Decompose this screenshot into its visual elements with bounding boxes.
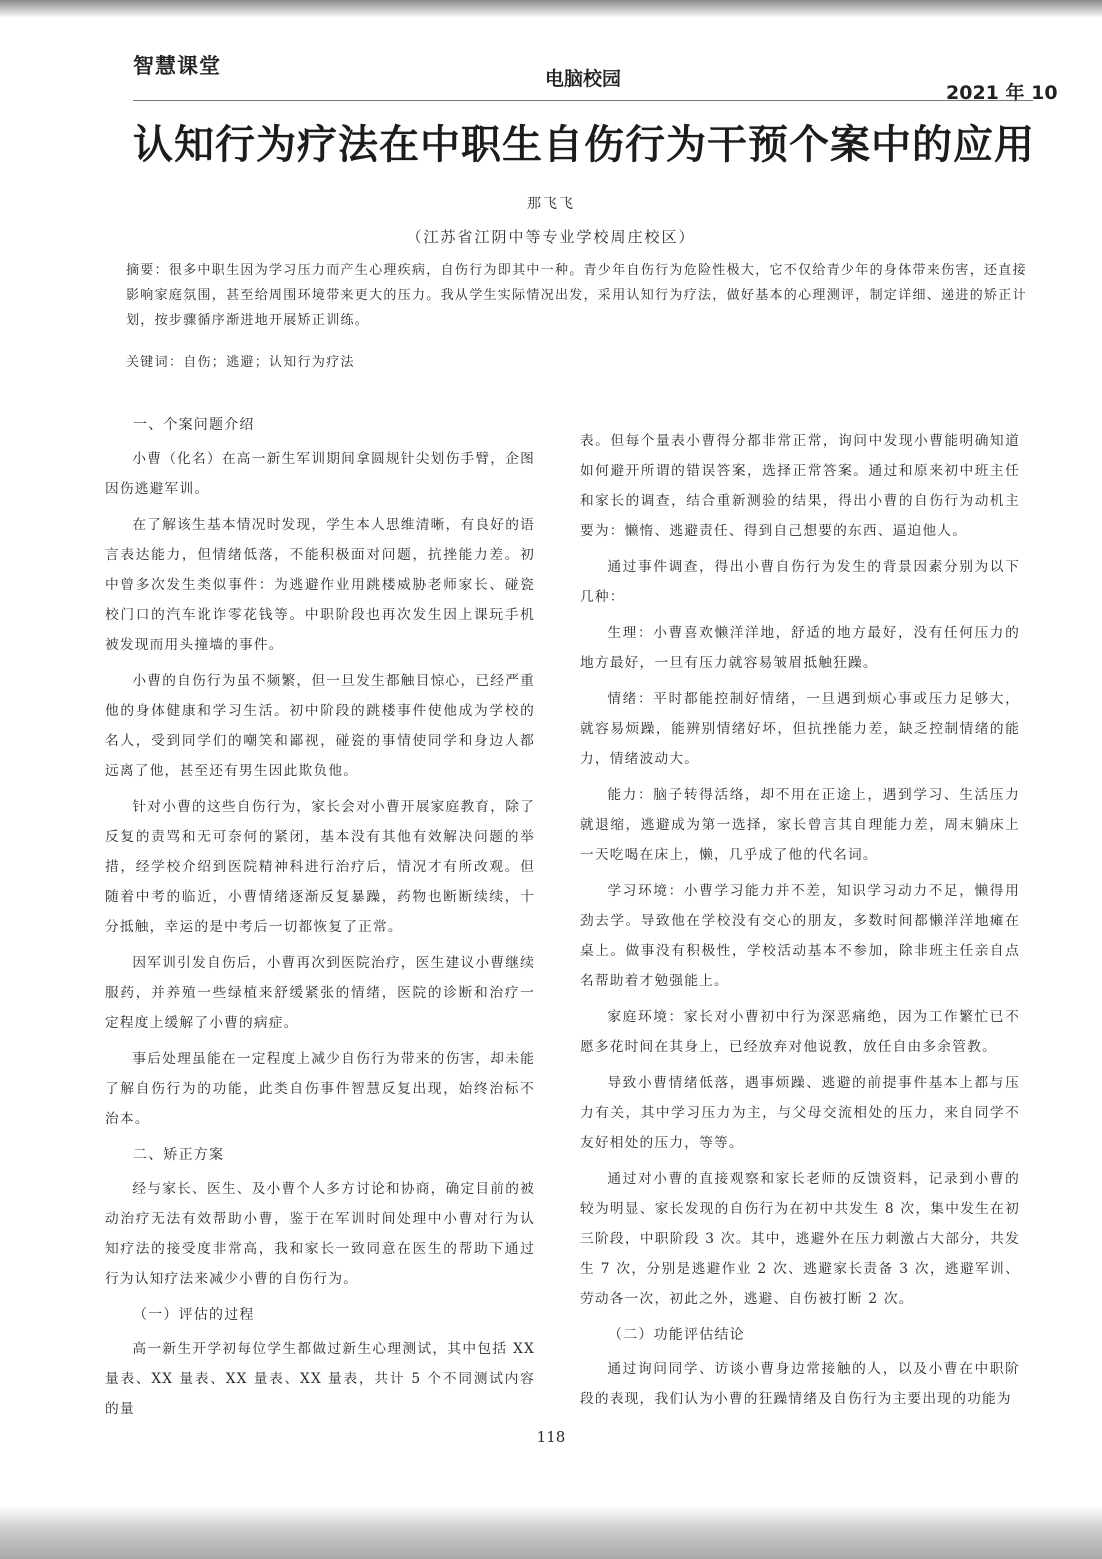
paragraph: 表。但每个量表小曹得分都非常正常，询问中发现小曹能明确知道如何避开所谓的错误答案，选择正常答案。通过和原来初中班主任和家长的调查，结合重新测验的结果，得出小曹的自伤行为动机主要为：懒惰、逃避责任、得到自己想要的东西、逼迫他人。	[580, 433, 1020, 539]
article-author: 那飞飞	[527, 196, 575, 212]
paragraph: 能力：脑子转得活络，却不用在正途上，遇到学习、生活压力就退缩，逃避成为第一选择，家长曾言其自理能力差，周末躺床上一天吃喝在床上，懒，几乎成了他的代名词。	[580, 787, 1020, 863]
paragraph: 小曹（化名）在高一新生军训期间拿圆规针尖划伤手臂，企图因伤逃避军训。	[105, 451, 535, 497]
scan-bottom-shadow	[0, 1505, 1102, 1559]
article-abstract: 摘要：很多中职生因为学习压力而产生心理疾病，自伤行为即其中一种。青少年自伤行为危险性极大，它不仅给青少年的身体带来伤害，还直接影响家庭氛围，甚至给周围环境带来更大的压力。我从学生实际情况出发，采用认知行为疗法，做好基本的心理测评，制定详细、递进的矫正计划，按步骤循序渐进地开展矫正训练。	[126, 263, 1027, 328]
paragraph: 通过事件调查，得出小曹自伤行为发生的背景因素分别为以下几种：	[580, 559, 1020, 605]
paragraph: 通过对小曹的直接观察和家长老师的反馈资料，记录到小曹的较为明显、家长发现的自伤行为在初中共发生 8 次，集中发生在初三阶段，中职阶段 3 次。其中，逃避外在压力刺激占大部分，共发生 7 次，分别是逃避作业 2 次、逃避家长责备 3 次，逃避军训、劳动各一次，初此之外，逃避、自伤被打断 2 次。	[580, 1171, 1020, 1307]
paragraph: 导致小曹情绪低落，遇事烦躁、逃避的前提事件基本上都与压力有关，其中学习压力为主，与父母交流相处的压力，来自同学不友好相处的压力，等等。	[580, 1075, 1020, 1151]
scan-top-shadow	[0, 0, 1102, 18]
section-heading: 二、矫正方案	[133, 1147, 225, 1163]
paragraph: 因军训引发自伤后，小曹再次到医院治疗，医生建议小曹继续服药，并养殖一些绿植来舒缓紧张的情绪，医院的诊断和治疗一定程度上缓解了小曹的病症。	[105, 955, 535, 1031]
paragraph: 学习环境：小曹学习能力并不差，知识学习动力不足，懒得用劲去学。导致他在学校没有交心的朋友，多数时间都懒洋洋地瘫在桌上。做事没有积极性，学校活动基本不参加，除非班主任亲自点名帮助着才勉强能上。	[580, 883, 1020, 989]
section-heading: 一、个案问题介绍	[133, 417, 255, 433]
paragraph: 事后处理虽能在一定程度上减少自伤行为带来的伤害，却未能了解自伤行为的功能，此类自伤事件智慧反复出现，始终治标不治本。	[105, 1051, 535, 1127]
subsection-heading: （二）功能评估结论	[608, 1327, 745, 1343]
article-title: 认知行为疗法在中职生自伤行为干预个案中的应用	[133, 121, 1035, 168]
page-number: 118	[536, 1428, 566, 1446]
article-keywords: 关键词：自伤；逃避；认知行为疗法	[126, 355, 355, 370]
paragraph: 针对小曹的这些自伤行为，家长会对小曹开展家庭教育，除了反复的责骂和无可奈何的紧闭，基本没有其他有效解决问题的举措，经学校介绍到医院精神科进行治疗后，情况才有所改观。但随着中考的临近，小曹情绪逐渐反复暴躁，药物也断断续续，十分抵触，幸运的是中考后一切都恢复了正常。	[105, 799, 535, 935]
journal-name: 电脑校园	[545, 68, 622, 90]
left-column	[105, 410, 535, 1430]
journal-section-label: 智慧课堂	[133, 54, 221, 78]
article-affiliation: （江苏省江阴中等专业学校周庄校区）	[406, 228, 696, 246]
paragraph: 情绪：平时都能控制好情绪，一旦遇到烦心事或压力足够大，就容易烦躁，能辨别情绪好坏，但抗挫能力差，缺乏控制情绪的能力，情绪波动大。	[580, 691, 1020, 767]
paragraph: 经与家长、医生、及小曹个人多方讨论和协商，确定目前的被动治疗无法有效帮助小曹，鉴于在军训时间处理中小曹对行为认知疗法的接受度非常高，我和家长一致同意在医生的帮助下通过行为认知疗法来减少小曹的自伤行为。	[105, 1181, 535, 1287]
paragraph: 高一新生开学初每位学生都做过新生心理测试，其中包括 XX 量表、XX 量表、XX 量表、XX 量表，共计 5 个不同测试内容的量	[105, 1341, 535, 1417]
paragraph: 通过询问同学、访谈小曹身边常接触的人，以及小曹在中职阶段的表现，我们认为小曹的狂躁情绪及自伤行为主要出现的功能为	[580, 1361, 1020, 1407]
header-rule	[133, 100, 1033, 101]
paragraph: 小曹的自伤行为虽不频繁，但一旦发生都触目惊心，已经严重他的身体健康和学习生活。初中阶段的跳楼事件使他成为学校的名人，受到同学们的嘲笑和鄙视，碰瓷的事情使同学和身边人都远离了他，甚至还有男生因此欺负他。	[105, 673, 535, 779]
subsection-heading: （一）评估的过程	[133, 1307, 255, 1323]
paragraph: 家庭环境：家长对小曹初中行为深恶痛绝，因为工作繁忙已不愿多花时间在其身上，已经放弃对他说教，放任自由多余管教。	[580, 1009, 1020, 1055]
paragraph: 在了解该生基本情况时发现，学生本人思维清晰，有良好的语言表达能力，但情绪低落，不能积极面对问题，抗挫能力差。初中曾多次发生类似事件：为逃避作业用跳楼威胁老师家长、碰瓷校门口的汽车讹诈零花钱等。中职阶段也再次发生因上课玩手机被发现而用头撞墙的事件。	[105, 517, 535, 653]
journal-issue: 2021 年 10	[946, 82, 1058, 104]
paragraph: 生理：小曹喜欢懒洋洋地，舒适的地方最好，没有任何压力的地方最好，一旦有压力就容易皱眉抵触狂躁。	[580, 625, 1020, 671]
right-column	[580, 426, 1020, 1420]
